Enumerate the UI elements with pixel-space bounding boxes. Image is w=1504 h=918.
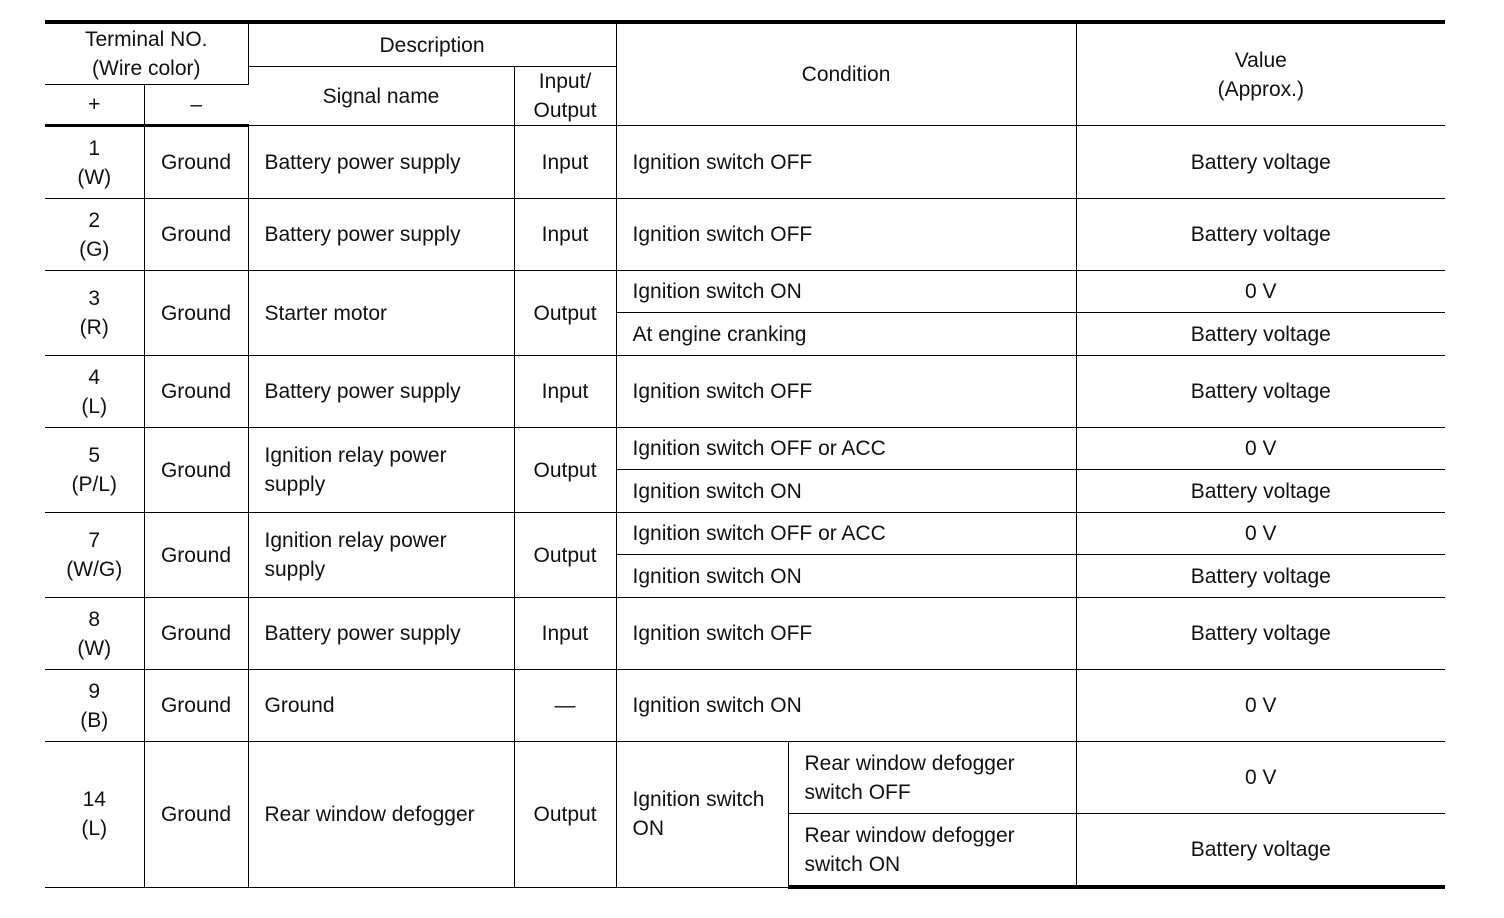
value-cell: 0 V: [1076, 271, 1445, 313]
signal-cell: Ignition relay power supply: [248, 513, 514, 598]
table-row: [45, 199, 1445, 271]
table-row: [45, 670, 1445, 742]
table-row: [45, 428, 1445, 470]
value-cell: 0 V: [1076, 513, 1445, 555]
minus-cell: Ground: [144, 670, 248, 742]
minus-cell: Ground: [144, 126, 248, 199]
minus-cell: Ground: [144, 598, 248, 670]
terminal-cell: 9 (B): [45, 670, 144, 742]
header-minus: –: [144, 85, 248, 126]
value-cell: Battery voltage: [1076, 313, 1445, 356]
io-cell: Input: [514, 356, 616, 428]
minus-cell: Ground: [144, 199, 248, 271]
condition-cell: Ignition switch ON: [616, 271, 1076, 313]
io-cell: Input: [514, 199, 616, 271]
condition-cell: At engine cranking: [616, 313, 1076, 356]
signal-cell: Ignition relay power supply: [248, 428, 514, 513]
value-cell: Battery voltage: [1076, 470, 1445, 513]
terminal-cell: 14 (L): [45, 742, 144, 888]
io-cell: —: [514, 670, 616, 742]
signal-cell: Ground: [248, 670, 514, 742]
signal-cell: Battery power supply: [248, 199, 514, 271]
minus-cell: Ground: [144, 428, 248, 513]
terminal-cell: 4 (L): [45, 356, 144, 428]
table-row: [45, 598, 1445, 670]
signal-cell: Battery power supply: [248, 598, 514, 670]
condition-cell: Ignition switch ON: [616, 470, 1076, 513]
value-cell: Battery voltage: [1076, 814, 1445, 888]
table-row: [45, 742, 1445, 814]
value-cell: Battery voltage: [1076, 199, 1445, 271]
condition-cell: Ignition switch ON: [616, 670, 1076, 742]
condition-cell: Ignition switch OFF: [616, 199, 1076, 271]
io-cell: Output: [514, 428, 616, 513]
value-cell: 0 V: [1076, 742, 1445, 814]
terminal-cell: 7 (W/G): [45, 513, 144, 598]
condition-cell: Ignition switch OFF: [616, 126, 1076, 199]
terminal-cell: 1 (W): [45, 126, 144, 199]
value-cell: 0 V: [1076, 670, 1445, 742]
terminal-spec-table: [45, 20, 1445, 889]
header-plus: +: [45, 85, 144, 126]
terminal-cell: 5 (P/L): [45, 428, 144, 513]
minus-cell: Ground: [144, 742, 248, 888]
table-row: [45, 126, 1445, 199]
header-description: Description: [248, 22, 616, 67]
header-terminal-no: Terminal NO. (Wire color): [45, 22, 248, 85]
io-cell: Output: [514, 742, 616, 888]
value-cell: Battery voltage: [1076, 555, 1445, 598]
signal-cell: Rear window defogger: [248, 742, 514, 888]
condition-cell: Ignition switch OFF: [616, 598, 1076, 670]
condition-cell: Ignition switch ON: [616, 555, 1076, 598]
condition-cell: Ignition switch OFF or ACC: [616, 428, 1076, 470]
signal-cell: Starter motor: [248, 271, 514, 356]
terminal-cell: 2 (G): [45, 199, 144, 271]
io-cell: Input: [514, 126, 616, 199]
minus-cell: Ground: [144, 513, 248, 598]
table-row: [45, 513, 1445, 555]
value-cell: Battery voltage: [1076, 356, 1445, 428]
value-cell: Battery voltage: [1076, 126, 1445, 199]
condition-main-cell: Ignition switch ON: [616, 742, 788, 888]
signal-cell: Battery power supply: [248, 356, 514, 428]
table-row: [45, 271, 1445, 313]
io-cell: Output: [514, 271, 616, 356]
header-signal-name: Signal name: [248, 67, 514, 126]
condition-cell: Ignition switch OFF or ACC: [616, 513, 1076, 555]
signal-cell: Battery power supply: [248, 126, 514, 199]
minus-cell: Ground: [144, 356, 248, 428]
io-cell: Output: [514, 513, 616, 598]
terminal-cell: 3 (R): [45, 271, 144, 356]
header-condition: Condition: [616, 22, 1076, 126]
condition-cell: Ignition switch OFF: [616, 356, 1076, 428]
table-row: [45, 356, 1445, 428]
header-input-output: Input/ Output: [514, 67, 616, 126]
terminal-cell: 8 (W): [45, 598, 144, 670]
minus-cell: Ground: [144, 271, 248, 356]
condition-cell: Rear window defogger switch ON: [788, 814, 1076, 888]
io-cell: Input: [514, 598, 616, 670]
value-cell: Battery voltage: [1076, 598, 1445, 670]
header-value: Value (Approx.): [1076, 22, 1445, 126]
condition-cell: Rear window defogger switch OFF: [788, 742, 1076, 814]
value-cell: 0 V: [1076, 428, 1445, 470]
